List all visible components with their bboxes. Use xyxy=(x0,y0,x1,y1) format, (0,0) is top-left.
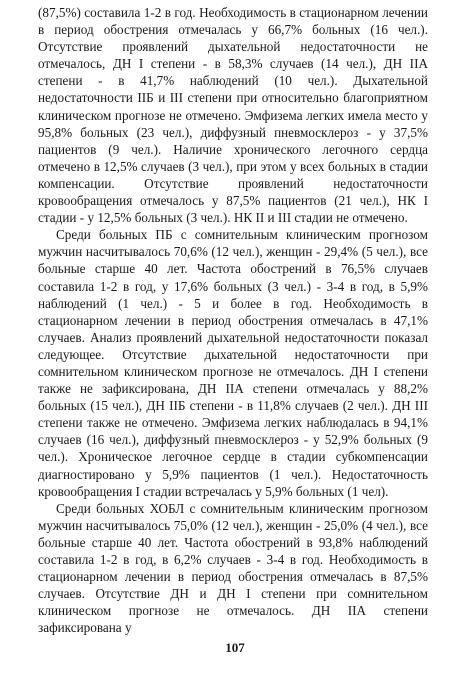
paragraph-1: (87,5%) составила 1-2 в год. Необходимость в стационарном лечении в период обострения отмечалась у 66,7% больных (16 чел.). Отсутствие проявлений дыхательной недостаточности не отмечалось, ДН I степени - в 58,3% случаев (14 чел.), ДН IIА степени - в 41,7% наблюдений (10 чел.). Дыхательной недостаточности IIБ и III степени при относительно благоприятном клиническом прогнозе не отмечено. Эмфизема легких имела место у 95,8% больных (23 чел.), диффузный пневмосклероз - у 37,5% пациентов (9 чел.). Наличие хронического легочного сердца отмечено в 12,5% случаев (3 чел.), при этом у всех больных в стадии компенсации. Отсутствие проявлений недостаточности кровообращения отмечалось у 87,5% пациентов (21 чел.), НК I стадии - у 12,5% больных (3 чел.). НК II и III стадии не отмечено. xyxy=(38,5,428,226)
paragraph-3: Среди больных ХОБЛ с сомнительным клиническим прогнозом мужчин насчитывалось 75,0% (12 чел.), женщин - 25,0% (4 чел.), все больные старше 40 лет. Частота обострений в 93,8% наблюдений составила 1-2 в год, в 6,2% случаев - 3-4 в год. Необходимость в стационарном лечении в период обострения отмечалась в 87,5% случаев. Отсутствие ДН и ДН I степени при сомнительном клиническом прогнозе не отмечалось. ДН IIА степени зафиксирована у xyxy=(38,500,428,636)
page-number: 107 xyxy=(225,640,245,655)
paragraph-2: Среди больных ПБ с сомнительным клиническим прогнозом мужчин насчитывалось 70,6% (12 чел.), женщин - 29,4% (5 чел.), все больные старше 40 лет. Частота обострений в 76,5% случаев составила 1-2 в год, у 17,6% больных (3 чел.) - 3-4 в год, в 5,9% наблюдений (1 чел.) - 5 и более в год. Необходимость в стационарном лечении в период обострения отмечалась в 47,1% случаев. Анализ проявлений дыхательной недостаточности показал следующее. Отсутствие дыхательной недостаточности при сомнительном клиническом прогнозе не отмечалось. ДН I степени также не зафиксирована, ДН IIА степени отмечалась у 88,2% больных (15 чел.), ДН IIБ степени - в 11,8% случаев (2 чел.). ДН III степени также не отмечено. Эмфизема легких наблюдалась в 94,1% случаев (16 чел.), диффузный пневмосклероз - у 52,9% больных (9 чел.). Хроническое легочное сердце в стадии субкомпенсации диагностировано у 5,9% пациентов (1 чел.). Недостаточность кровообращения I стадии встречалась у 5,9% больных (1 чел). xyxy=(38,227,428,499)
page-body xyxy=(38,4,428,636)
